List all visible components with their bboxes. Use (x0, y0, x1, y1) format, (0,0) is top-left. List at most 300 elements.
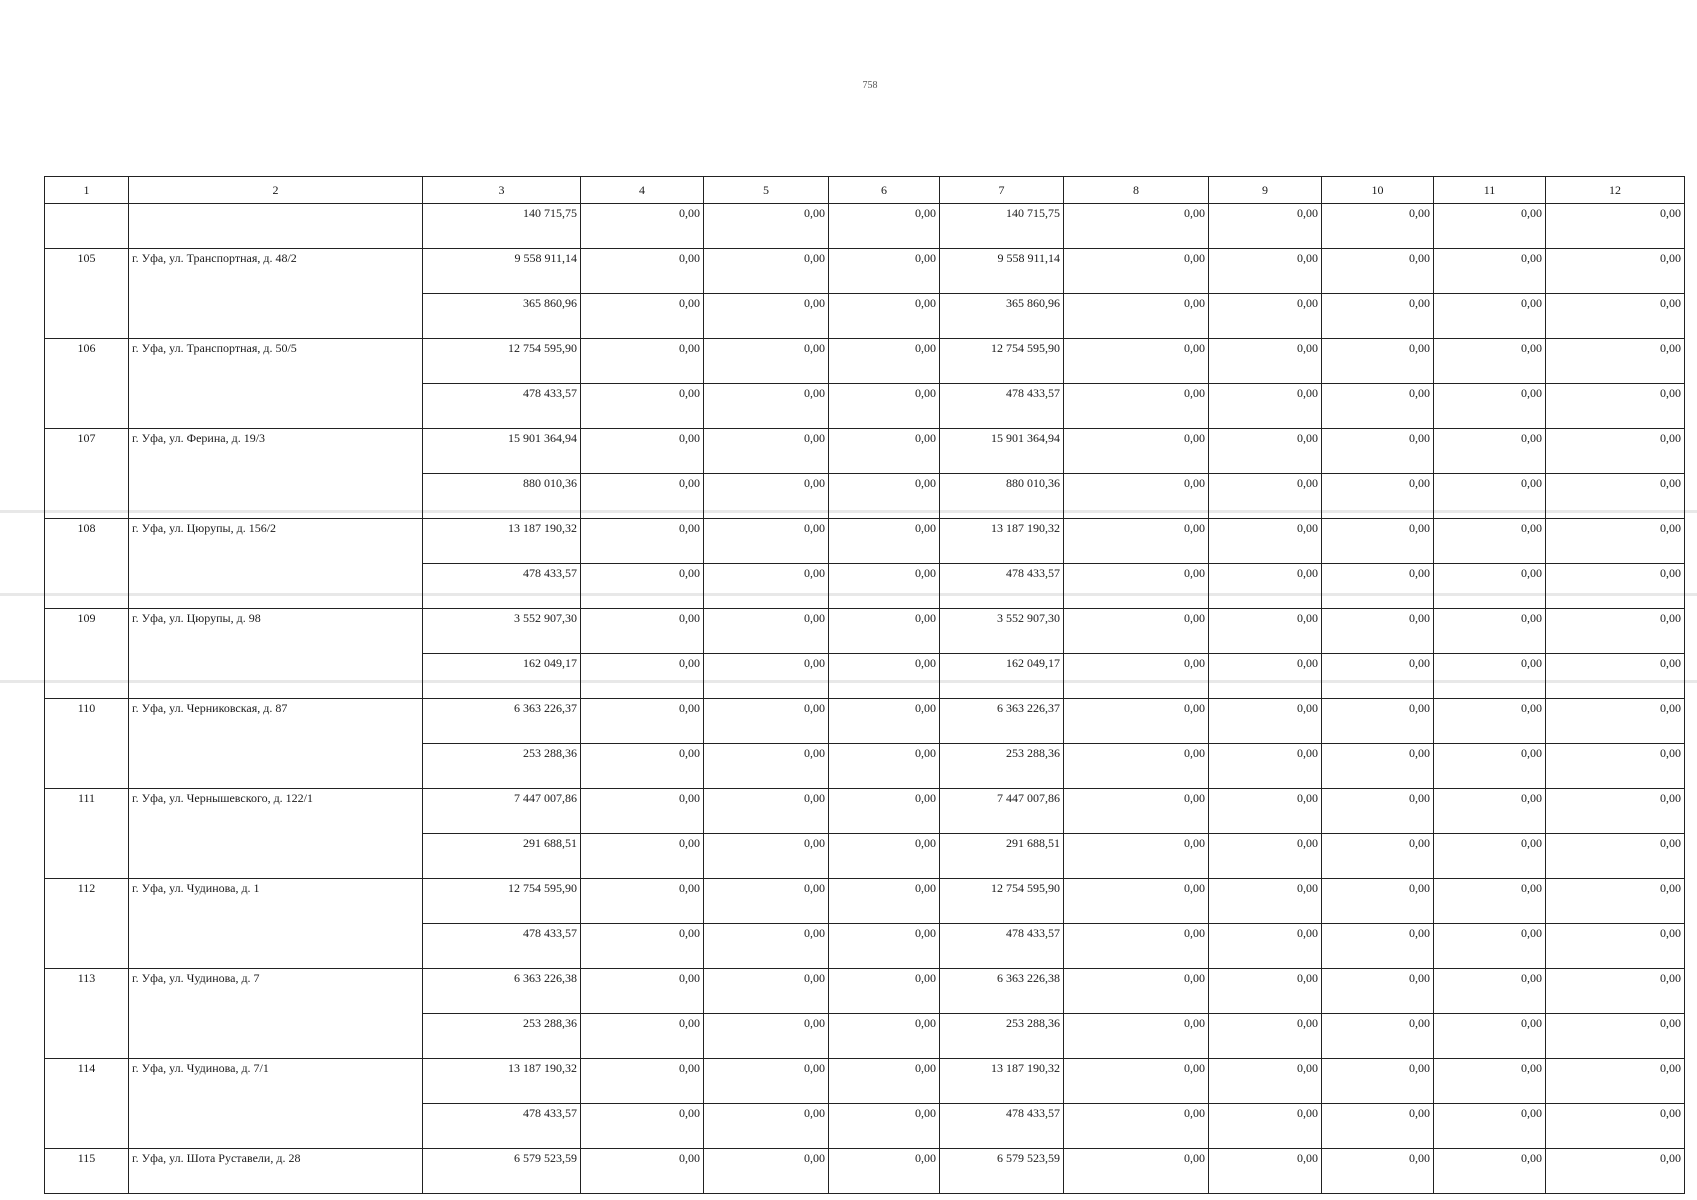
amount-cell: 0,00 (581, 294, 704, 339)
amount-cell: 0,00 (704, 609, 829, 654)
column-header: 4 (581, 177, 704, 204)
amount-cell: 0,00 (1064, 519, 1209, 564)
amount-cell: 0,00 (829, 249, 940, 294)
amount-cell: 0,00 (1209, 249, 1322, 294)
amount-cell: 6 363 226,37 (940, 699, 1064, 744)
row-index (45, 654, 129, 699)
amount-cell: 0,00 (704, 879, 829, 924)
row-address: г. Уфа, ул. Ферина, д. 19/3 (129, 429, 423, 474)
amount-cell: 0,00 (1546, 519, 1685, 564)
row-index: 108 (45, 519, 129, 564)
amount-cell: 0,00 (1064, 924, 1209, 969)
amount-cell: 140 715,75 (423, 204, 581, 249)
amount-cell: 13 187 190,32 (940, 519, 1064, 564)
amount-cell: 253 288,36 (940, 744, 1064, 789)
amount-cell: 0,00 (1209, 834, 1322, 879)
amount-cell: 880 010,36 (940, 474, 1064, 519)
row-index: 105 (45, 249, 129, 294)
amount-cell: 0,00 (1209, 294, 1322, 339)
row-index: 109 (45, 609, 129, 654)
row-address (129, 1104, 423, 1149)
amount-cell: 0,00 (1546, 1149, 1685, 1194)
row-index: 107 (45, 429, 129, 474)
amount-cell: 0,00 (1546, 969, 1685, 1014)
table-row (45, 924, 1685, 969)
amount-cell: 0,00 (1546, 609, 1685, 654)
amount-cell: 0,00 (1546, 654, 1685, 699)
amount-cell: 0,00 (829, 204, 940, 249)
amount-cell: 3 552 907,30 (940, 609, 1064, 654)
amount-cell: 0,00 (1434, 1014, 1546, 1059)
amount-cell: 0,00 (581, 474, 704, 519)
row-index (45, 834, 129, 879)
column-header: 12 (1546, 177, 1685, 204)
amount-cell: 0,00 (1322, 969, 1434, 1014)
amount-cell: 0,00 (581, 924, 704, 969)
amount-cell: 12 754 595,90 (940, 879, 1064, 924)
amount-cell: 162 049,17 (940, 654, 1064, 699)
amount-cell: 0,00 (829, 924, 940, 969)
amount-cell: 0,00 (829, 1149, 940, 1194)
amount-cell: 0,00 (1209, 879, 1322, 924)
amount-cell: 0,00 (829, 789, 940, 834)
row-index: 115 (45, 1149, 129, 1194)
row-index (45, 564, 129, 609)
table-row (45, 384, 1685, 429)
amount-cell: 0,00 (1322, 474, 1434, 519)
amount-cell: 478 433,57 (940, 384, 1064, 429)
column-header: 11 (1434, 177, 1546, 204)
amount-cell: 0,00 (704, 1059, 829, 1104)
row-index (45, 294, 129, 339)
amount-cell: 0,00 (581, 519, 704, 564)
row-address (129, 564, 423, 609)
amount-cell: 0,00 (704, 654, 829, 699)
table-row (45, 1104, 1685, 1149)
amount-cell: 0,00 (704, 249, 829, 294)
column-header: 10 (1322, 177, 1434, 204)
amount-cell: 0,00 (581, 564, 704, 609)
amount-cell: 0,00 (829, 1014, 940, 1059)
row-address: г. Уфа, ул. Чудинова, д. 1 (129, 879, 423, 924)
amount-cell: 291 688,51 (423, 834, 581, 879)
amount-cell: 0,00 (1546, 204, 1685, 249)
amount-cell: 0,00 (1546, 1059, 1685, 1104)
amount-cell: 0,00 (1322, 339, 1434, 384)
amount-cell: 0,00 (829, 744, 940, 789)
amount-cell: 0,00 (704, 744, 829, 789)
amount-cell: 0,00 (704, 339, 829, 384)
row-address (129, 474, 423, 519)
amount-cell: 0,00 (1546, 339, 1685, 384)
amount-cell: 0,00 (581, 1059, 704, 1104)
amount-cell: 0,00 (1434, 429, 1546, 474)
amount-cell: 0,00 (1209, 519, 1322, 564)
row-address: г. Уфа, ул. Шота Руставели, д. 28 (129, 1149, 423, 1194)
column-header: 1 (45, 177, 129, 204)
row-index (45, 204, 129, 249)
amount-cell: 6 579 523,59 (423, 1149, 581, 1194)
row-index (45, 1104, 129, 1149)
amount-cell: 253 288,36 (423, 1014, 581, 1059)
amount-cell: 0,00 (1209, 384, 1322, 429)
amount-cell: 0,00 (1322, 1149, 1434, 1194)
amount-cell: 0,00 (704, 969, 829, 1014)
amount-cell: 0,00 (581, 654, 704, 699)
row-index (45, 744, 129, 789)
amount-cell: 0,00 (1322, 204, 1434, 249)
amount-cell: 0,00 (829, 654, 940, 699)
row-address: г. Уфа, ул. Чернышевского, д. 122/1 (129, 789, 423, 834)
amount-cell: 0,00 (704, 834, 829, 879)
amount-cell: 253 288,36 (940, 1014, 1064, 1059)
page-number: 758 (862, 80, 878, 91)
amount-cell: 0,00 (1322, 834, 1434, 879)
amount-cell: 0,00 (1546, 384, 1685, 429)
amount-cell: 0,00 (1546, 564, 1685, 609)
amount-cell: 0,00 (1209, 1059, 1322, 1104)
column-header: 2 (129, 177, 423, 204)
amount-cell: 0,00 (1434, 339, 1546, 384)
amount-cell: 0,00 (1434, 924, 1546, 969)
amount-cell: 0,00 (1434, 1104, 1546, 1149)
row-address: г. Уфа, ул. Чудинова, д. 7/1 (129, 1059, 423, 1104)
amount-cell: 0,00 (581, 834, 704, 879)
amount-cell: 0,00 (1209, 429, 1322, 474)
amount-cell: 0,00 (581, 969, 704, 1014)
amount-cell: 0,00 (581, 249, 704, 294)
row-address (129, 1014, 423, 1059)
row-index: 114 (45, 1059, 129, 1104)
row-address: г. Уфа, ул. Чудинова, д. 7 (129, 969, 423, 1014)
amount-cell: 0,00 (704, 789, 829, 834)
amount-cell: 0,00 (829, 609, 940, 654)
amount-cell: 0,00 (1546, 924, 1685, 969)
amount-cell: 0,00 (1209, 744, 1322, 789)
amount-cell: 12 754 595,90 (423, 339, 581, 384)
amount-cell: 0,00 (1064, 1014, 1209, 1059)
table-row (45, 699, 1685, 744)
amount-cell: 0,00 (1064, 969, 1209, 1014)
amount-cell: 0,00 (704, 474, 829, 519)
amount-cell: 0,00 (1064, 249, 1209, 294)
amount-cell: 0,00 (1064, 384, 1209, 429)
amount-cell: 0,00 (1322, 384, 1434, 429)
table-row (45, 1149, 1685, 1194)
amount-cell: 0,00 (1546, 789, 1685, 834)
amount-cell: 6 363 226,38 (423, 969, 581, 1014)
table-row (45, 789, 1685, 834)
amount-cell: 7 447 007,86 (423, 789, 581, 834)
amount-cell: 0,00 (1064, 474, 1209, 519)
amount-cell: 0,00 (581, 384, 704, 429)
amount-cell: 0,00 (1064, 294, 1209, 339)
amount-cell: 0,00 (1209, 609, 1322, 654)
column-header: 3 (423, 177, 581, 204)
row-address (129, 294, 423, 339)
table-row (45, 294, 1685, 339)
row-index: 112 (45, 879, 129, 924)
amount-cell: 0,00 (1546, 294, 1685, 339)
amount-cell: 0,00 (1434, 1149, 1546, 1194)
amount-cell: 478 433,57 (423, 384, 581, 429)
amount-cell: 0,00 (829, 294, 940, 339)
amount-cell: 0,00 (1322, 789, 1434, 834)
amount-cell: 0,00 (1434, 609, 1546, 654)
row-address (129, 204, 423, 249)
amount-cell: 0,00 (1434, 474, 1546, 519)
amount-cell: 162 049,17 (423, 654, 581, 699)
amount-cell: 6 579 523,59 (940, 1149, 1064, 1194)
row-address (129, 924, 423, 969)
column-header: 5 (704, 177, 829, 204)
amount-cell: 0,00 (1064, 429, 1209, 474)
amount-cell: 0,00 (1209, 1104, 1322, 1149)
amount-cell: 0,00 (1546, 834, 1685, 879)
amount-cell: 0,00 (1064, 1104, 1209, 1149)
amount-cell: 478 433,57 (940, 924, 1064, 969)
amount-cell: 0,00 (1546, 699, 1685, 744)
amount-cell: 0,00 (1209, 1149, 1322, 1194)
amount-cell: 365 860,96 (940, 294, 1064, 339)
amount-cell: 253 288,36 (423, 744, 581, 789)
table-row (45, 429, 1685, 474)
amount-cell: 0,00 (581, 1014, 704, 1059)
table-row (45, 564, 1685, 609)
table-row (45, 519, 1685, 564)
amount-cell: 0,00 (1434, 699, 1546, 744)
amount-cell: 0,00 (1546, 744, 1685, 789)
amount-cell: 0,00 (1209, 339, 1322, 384)
amount-cell: 0,00 (1322, 249, 1434, 294)
amount-cell: 0,00 (1434, 294, 1546, 339)
amount-cell: 0,00 (1434, 744, 1546, 789)
amount-cell: 0,00 (1322, 609, 1434, 654)
row-index: 113 (45, 969, 129, 1014)
amount-cell: 0,00 (704, 1149, 829, 1194)
table-row (45, 879, 1685, 924)
amount-cell: 478 433,57 (940, 564, 1064, 609)
amount-cell: 0,00 (581, 339, 704, 384)
amount-cell: 0,00 (829, 834, 940, 879)
column-header: 6 (829, 177, 940, 204)
row-index: 110 (45, 699, 129, 744)
column-header: 9 (1209, 177, 1322, 204)
amount-cell: 0,00 (1064, 1059, 1209, 1104)
amount-cell: 0,00 (704, 204, 829, 249)
amount-cell: 7 447 007,86 (940, 789, 1064, 834)
amount-cell: 0,00 (581, 879, 704, 924)
amount-cell: 0,00 (1064, 654, 1209, 699)
amount-cell: 12 754 595,90 (940, 339, 1064, 384)
amount-cell: 0,00 (1434, 564, 1546, 609)
amount-cell: 0,00 (1322, 294, 1434, 339)
amount-cell: 0,00 (1322, 1014, 1434, 1059)
amount-cell: 0,00 (1209, 204, 1322, 249)
amount-cell: 9 558 911,14 (423, 249, 581, 294)
amount-cell: 0,00 (1209, 699, 1322, 744)
amount-cell: 0,00 (1434, 879, 1546, 924)
amount-cell: 0,00 (581, 429, 704, 474)
row-address (129, 744, 423, 789)
amount-cell: 0,00 (1546, 1014, 1685, 1059)
amount-cell: 0,00 (1546, 474, 1685, 519)
amount-cell: 0,00 (704, 1104, 829, 1149)
amount-cell: 0,00 (1322, 699, 1434, 744)
table-header-row (45, 177, 1685, 204)
amount-cell: 0,00 (829, 384, 940, 429)
amount-cell: 13 187 190,32 (423, 1059, 581, 1104)
amount-cell: 0,00 (1546, 249, 1685, 294)
row-address (129, 834, 423, 879)
row-index (45, 474, 129, 519)
table-row (45, 249, 1685, 294)
amount-cell: 0,00 (1322, 654, 1434, 699)
amount-cell: 0,00 (1546, 879, 1685, 924)
amount-cell: 0,00 (1434, 969, 1546, 1014)
amount-cell: 6 363 226,38 (940, 969, 1064, 1014)
amount-cell: 0,00 (829, 1104, 940, 1149)
amount-cell: 0,00 (581, 789, 704, 834)
amount-cell: 0,00 (829, 879, 940, 924)
amount-cell: 0,00 (704, 294, 829, 339)
amount-cell: 13 187 190,32 (423, 519, 581, 564)
amount-cell: 0,00 (829, 969, 940, 1014)
amount-cell: 0,00 (704, 1014, 829, 1059)
amount-cell: 0,00 (829, 339, 940, 384)
amount-cell: 0,00 (1434, 519, 1546, 564)
amount-cell: 0,00 (829, 699, 940, 744)
row-index (45, 924, 129, 969)
amount-cell: 0,00 (1209, 654, 1322, 699)
table-row (45, 204, 1685, 249)
table-row (45, 744, 1685, 789)
amount-cell: 140 715,75 (940, 204, 1064, 249)
amount-cell: 0,00 (1209, 474, 1322, 519)
amount-cell: 0,00 (829, 564, 940, 609)
amount-cell: 15 901 364,94 (423, 429, 581, 474)
amount-cell: 0,00 (581, 699, 704, 744)
row-address (129, 384, 423, 429)
table-row (45, 1059, 1685, 1104)
amount-cell: 0,00 (1064, 1149, 1209, 1194)
amount-cell: 0,00 (581, 744, 704, 789)
amount-cell: 0,00 (1322, 519, 1434, 564)
amount-cell: 0,00 (704, 429, 829, 474)
row-address: г. Уфа, ул. Черниковская, д. 87 (129, 699, 423, 744)
table-row (45, 834, 1685, 879)
amount-cell: 0,00 (1209, 789, 1322, 834)
amount-cell: 13 187 190,32 (940, 1059, 1064, 1104)
amount-cell: 0,00 (1209, 564, 1322, 609)
amount-cell: 0,00 (1546, 1104, 1685, 1149)
amount-cell: 15 901 364,94 (940, 429, 1064, 474)
amount-cell: 0,00 (581, 1149, 704, 1194)
row-index (45, 1014, 129, 1059)
amount-cell: 0,00 (1434, 249, 1546, 294)
amount-cell: 0,00 (1322, 429, 1434, 474)
amount-cell: 0,00 (1064, 789, 1209, 834)
column-header: 8 (1064, 177, 1209, 204)
amount-cell: 0,00 (1322, 1059, 1434, 1104)
amount-cell: 0,00 (1434, 1059, 1546, 1104)
amount-cell: 0,00 (581, 609, 704, 654)
table-body (45, 204, 1685, 1194)
amount-cell: 0,00 (829, 474, 940, 519)
row-address: г. Уфа, ул. Транспортная, д. 50/5 (129, 339, 423, 384)
amount-cell: 478 433,57 (940, 1104, 1064, 1149)
amount-cell: 0,00 (1322, 1104, 1434, 1149)
amount-cell: 0,00 (1434, 384, 1546, 429)
amount-cell: 0,00 (1434, 834, 1546, 879)
amount-cell: 0,00 (704, 924, 829, 969)
amount-cell: 0,00 (1209, 969, 1322, 1014)
amount-cell: 478 433,57 (423, 924, 581, 969)
amount-cell: 0,00 (704, 699, 829, 744)
table-row (45, 339, 1685, 384)
row-address (129, 654, 423, 699)
amount-cell: 0,00 (829, 429, 940, 474)
row-index: 106 (45, 339, 129, 384)
amount-cell: 0,00 (829, 1059, 940, 1104)
amount-cell: 0,00 (581, 204, 704, 249)
amount-cell: 0,00 (704, 564, 829, 609)
row-address: г. Уфа, ул. Цюрупы, д. 156/2 (129, 519, 423, 564)
amount-cell: 478 433,57 (423, 564, 581, 609)
table-row (45, 969, 1685, 1014)
row-index: 111 (45, 789, 129, 834)
amount-cell: 0,00 (1322, 564, 1434, 609)
amount-cell: 0,00 (1434, 654, 1546, 699)
table-row (45, 654, 1685, 699)
table-row (45, 1014, 1685, 1059)
amount-cell: 9 558 911,14 (940, 249, 1064, 294)
amount-cell: 0,00 (1209, 1014, 1322, 1059)
table-row (45, 474, 1685, 519)
amount-cell: 880 010,36 (423, 474, 581, 519)
amount-cell: 365 860,96 (423, 294, 581, 339)
amount-cell: 0,00 (1322, 924, 1434, 969)
amount-cell: 0,00 (1064, 879, 1209, 924)
amount-cell: 291 688,51 (940, 834, 1064, 879)
amount-cell: 12 754 595,90 (423, 879, 581, 924)
amount-cell: 0,00 (1064, 744, 1209, 789)
amount-cell: 0,00 (1434, 789, 1546, 834)
column-header: 7 (940, 177, 1064, 204)
amount-cell: 0,00 (704, 384, 829, 429)
amount-cell: 0,00 (1064, 699, 1209, 744)
table-row (45, 609, 1685, 654)
row-address: г. Уфа, ул. Цюрупы, д. 98 (129, 609, 423, 654)
amount-cell: 478 433,57 (423, 1104, 581, 1149)
amount-cell: 0,00 (704, 519, 829, 564)
amount-cell: 0,00 (829, 519, 940, 564)
amount-cell: 6 363 226,37 (423, 699, 581, 744)
row-index (45, 384, 129, 429)
amount-cell: 0,00 (1546, 429, 1685, 474)
amount-cell: 0,00 (581, 1104, 704, 1149)
amount-cell: 0,00 (1322, 744, 1434, 789)
amount-cell: 0,00 (1064, 204, 1209, 249)
amount-cell: 0,00 (1209, 924, 1322, 969)
amount-cell: 0,00 (1434, 204, 1546, 249)
amount-cell: 0,00 (1064, 609, 1209, 654)
amount-cell: 0,00 (1064, 339, 1209, 384)
amount-cell: 0,00 (1322, 879, 1434, 924)
row-address: г. Уфа, ул. Транспортная, д. 48/2 (129, 249, 423, 294)
amount-cell: 3 552 907,30 (423, 609, 581, 654)
amount-cell: 0,00 (1064, 834, 1209, 879)
